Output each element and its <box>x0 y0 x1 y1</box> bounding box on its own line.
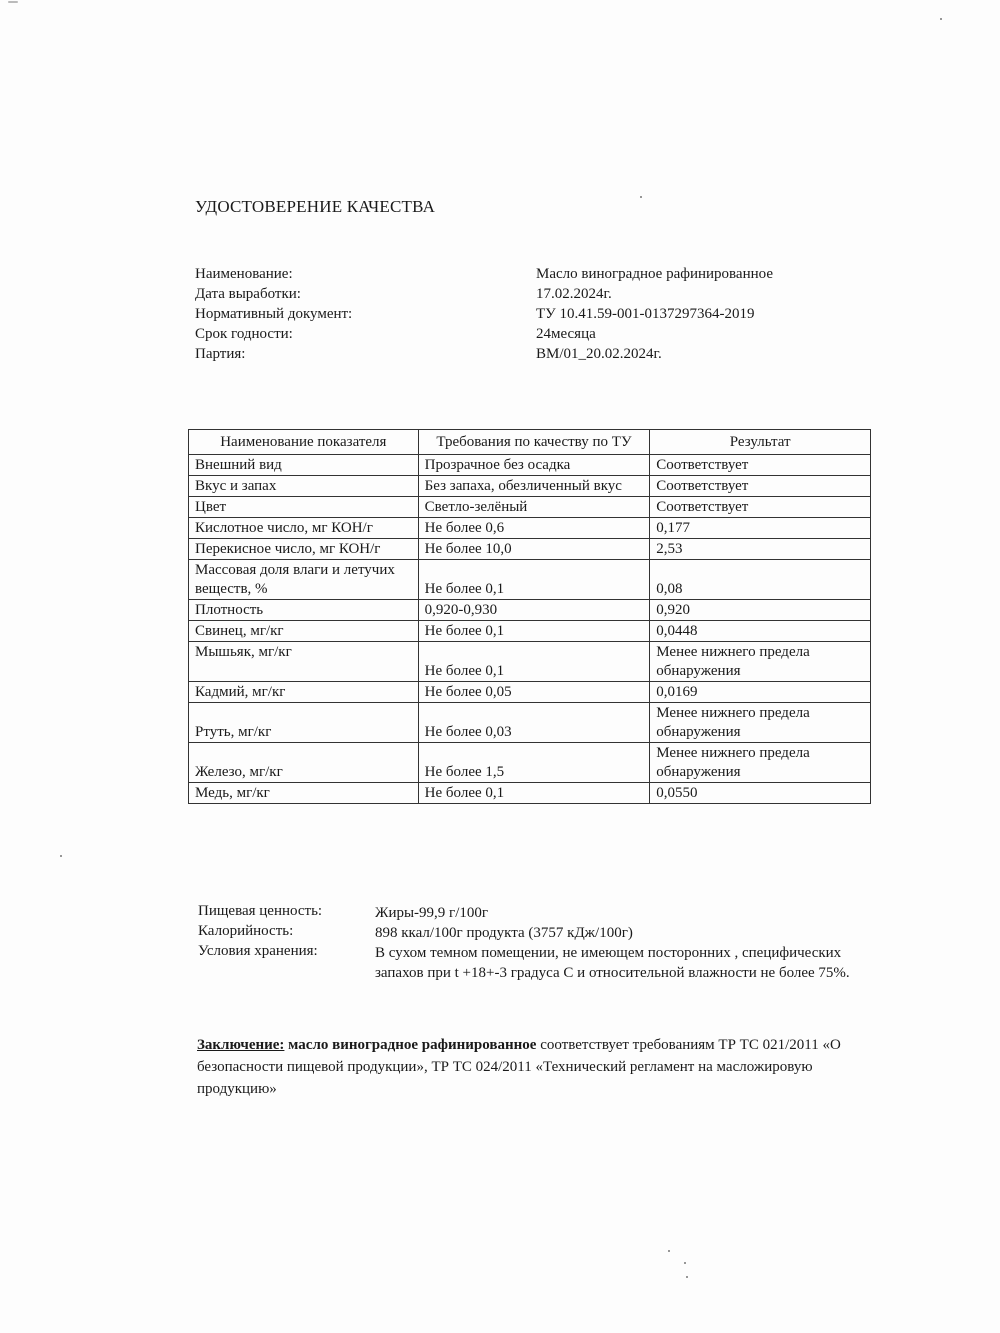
cell-indicator: Плотность <box>189 600 419 621</box>
cell-indicator: Ртуть, мг/кг <box>189 703 419 743</box>
meta-label: Партия: <box>195 346 246 362</box>
header-result: Результат <box>650 430 871 455</box>
cell-result: Соответствует <box>650 497 871 518</box>
cell-indicator: Свинец, мг/кг <box>189 621 419 642</box>
cell-requirement: Не более 0,1 <box>418 560 650 600</box>
cell-requirement: Не более 0,1 <box>418 642 650 682</box>
cell-indicator: Мышьяк, мг/кг <box>189 642 419 682</box>
meta-value: 17.02.2024г. <box>536 286 612 302</box>
table-row <box>189 621 871 642</box>
cell-result: 0,0169 <box>650 682 871 703</box>
calorie-label: Калорийность: <box>198 923 294 939</box>
meta-label: Срок годности: <box>195 326 293 342</box>
cell-requirement: Светло-зелёный <box>418 497 650 518</box>
meta-row-batch <box>195 346 835 366</box>
cell-result: 2,53 <box>650 539 871 560</box>
scan-artifact <box>8 1 18 3</box>
cell-requirement: Не более 0,05 <box>418 682 650 703</box>
conclusion-paragraph <box>197 1034 867 1100</box>
cell-indicator: Перекисное число, мг КОН/г <box>189 539 419 560</box>
meta-label: Дата выработки: <box>195 286 301 302</box>
meta-row-name <box>195 266 835 286</box>
cell-indicator: Кадмий, мг/кг <box>189 682 419 703</box>
storage-value: В сухом темном помещении, не имеющем посторонних , специфических запахов при t +18+-3 градуса С и относительной влажности не более 75%. <box>375 945 850 981</box>
cell-requirement: Не более 0,03 <box>418 703 650 743</box>
table-row <box>189 642 871 682</box>
table-row <box>189 476 871 497</box>
cell-indicator: Массовая доля влаги и летучих веществ, % <box>189 560 419 600</box>
conclusion-text: соответствует требованиям ТР ТС 021/2011 «О безопасности пищевой продукции», ТР ТС 024/2011 «Технический регламент на масложировую продукцию» <box>197 1037 841 1097</box>
scan-artifact <box>60 855 62 857</box>
scan-artifact <box>686 1276 688 1278</box>
cell-requirement: Не более 10,0 <box>418 539 650 560</box>
cell-requirement: Не более 0,6 <box>418 518 650 539</box>
cell-indicator: Внешний вид <box>189 455 419 476</box>
cell-result: Менее нижнего предела обнаружения <box>650 703 871 743</box>
table-row <box>189 743 871 783</box>
nutrition-label: Пищевая ценность: <box>198 903 323 919</box>
cell-indicator: Железо, мг/кг <box>189 743 419 783</box>
cell-result: 0,177 <box>650 518 871 539</box>
table-row <box>189 539 871 560</box>
storage-label: Условия хранения: <box>198 943 318 959</box>
conclusion-product: масло виноградное рафинированное <box>288 1037 537 1053</box>
table-header-row <box>189 430 871 455</box>
cell-result: 0,0550 <box>650 783 871 804</box>
cell-indicator: Медь, мг/кг <box>189 783 419 804</box>
table-row <box>189 703 871 743</box>
header-indicator: Наименование показателя <box>189 430 419 455</box>
cell-requirement: Не более 1,5 <box>418 743 650 783</box>
cell-result: 0,0448 <box>650 621 871 642</box>
table-row <box>189 518 871 539</box>
calorie-value: 898 ккал/100г продукта (3757 кДж/100г) <box>375 925 633 941</box>
table-row <box>189 455 871 476</box>
cell-result: Соответствует <box>650 476 871 497</box>
scan-artifact <box>684 1262 686 1264</box>
meta-row-date <box>195 286 835 306</box>
table-row <box>189 600 871 621</box>
meta-row-shelf-life <box>195 326 835 346</box>
meta-value: Масло виноградное рафинированное <box>536 266 773 282</box>
scan-artifact <box>940 18 942 20</box>
table-row <box>189 497 871 518</box>
cell-requirement: Прозрачное без осадка <box>418 455 650 476</box>
header-requirement: Требования по качеству по ТУ <box>418 430 650 455</box>
table-row <box>189 783 871 804</box>
cell-requirement: Не более 0,1 <box>418 783 650 804</box>
meta-label: Нормативный документ: <box>195 306 353 322</box>
nutrition-value: Жиры-99,9 г/100г <box>375 905 489 921</box>
scan-artifact <box>640 196 642 198</box>
cell-result: 0,920 <box>650 600 871 621</box>
cell-requirement: 0,920-0,930 <box>418 600 650 621</box>
quality-table <box>188 429 871 804</box>
scan-artifact <box>668 1250 670 1252</box>
cell-indicator: Цвет <box>189 497 419 518</box>
document-title: УДОСТОВЕРЕНИЕ КАЧЕСТВА <box>195 197 436 216</box>
cell-result: Менее нижнего предела обнаружения <box>650 642 871 682</box>
meta-row-standard <box>195 306 835 326</box>
cell-indicator: Кислотное число, мг КОН/г <box>189 518 419 539</box>
cell-requirement: Не более 0,1 <box>418 621 650 642</box>
table-row <box>189 682 871 703</box>
meta-value: ТУ 10.41.59-001-0137297364-2019 <box>536 306 755 322</box>
cell-result: 0,08 <box>650 560 871 600</box>
cell-result: Менее нижнего предела обнаружения <box>650 743 871 783</box>
meta-label: Наименование: <box>195 266 293 282</box>
conclusion-lead: Заключение: <box>197 1037 285 1053</box>
meta-value: 24месяца <box>536 326 596 342</box>
cell-result: Соответствует <box>650 455 871 476</box>
cell-indicator: Вкус и запах <box>189 476 419 497</box>
table-row <box>189 560 871 600</box>
meta-value: ВМ/01_20.02.2024г. <box>536 346 662 362</box>
cell-requirement: Без запаха, обезличенный вкус <box>418 476 650 497</box>
